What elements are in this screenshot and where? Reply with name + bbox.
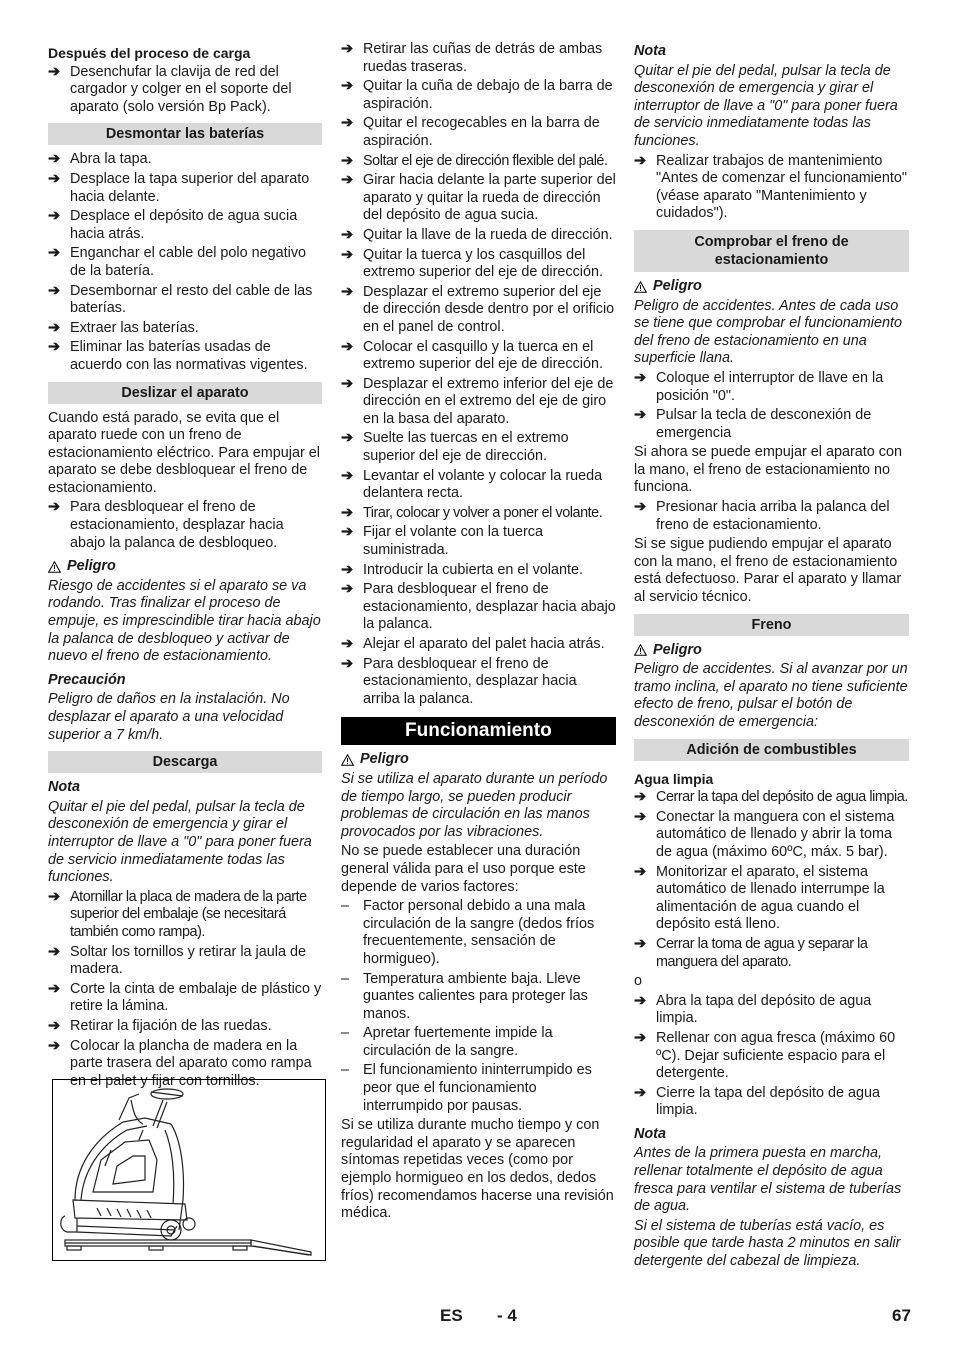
step-item: ➔ Retirar la fijación de las ruedas. (48, 1017, 272, 1034)
step-item: ➔ Extraer las baterías. (48, 319, 199, 336)
paragraph: Si ahora se puede empujar el aparato con la mano, el freno de estacionamiento no funciona. (634, 444, 903, 496)
step-item: ➔ Presionar hacia arriba la palanca del freno de estacionamiento. (634, 499, 890, 533)
danger-label: Peligro (634, 642, 909, 660)
danger-label: Peligro (48, 558, 322, 576)
after-charge-title: Después del proceso de carga (48, 45, 251, 61)
step-item: ➔ Girar hacia delante la parte superior del aparato y quitar la rueda de dirección del depósito de agua sucia. (341, 172, 616, 224)
note-text: Quitar el pie del pedal, pulsar la tecla de desconexión de emergencia y girar el interruptor de llave a "0" para poner fuera de servicio inmediatamente todas las funciones. (48, 798, 312, 886)
paragraph: Cuando está parado, se evita que el aparato ruede con un freno de estacionamiento eléctrico. Para empujar el aparato se debe desbloquear el freno de estacionamiento. (48, 409, 320, 496)
arrow-right-icon: ➔ (634, 992, 647, 1009)
warning-triangle-icon (341, 754, 354, 766)
column-1 (48, 41, 322, 1092)
step-item: ➔ Quitar la cuña de debajo de la barra de aspiración. (341, 78, 613, 112)
step-item: ➔ Desplace la tapa superior del aparato hacia delante. (48, 170, 310, 205)
arrow-right-icon: ➔ (48, 282, 61, 299)
arrow-right-icon: ➔ (634, 863, 647, 880)
arrow-right-icon: ➔ (48, 980, 61, 997)
section-unload: Descarga (48, 751, 322, 773)
factor-item: – Temperatura ambiente baja. Lleve guantes calientes para proteger las manos. (341, 970, 588, 1022)
paragraph: No se puede establecer una duración general válida para el uso porque este depende de varios factores: (341, 843, 586, 895)
step-item: ➔ Cerrar la tapa del depósito de agua limpia. (634, 789, 908, 806)
section-brake: Freno (634, 614, 909, 636)
danger-text: Riesgo de accidentes si el aparato se va rodando. Tras finalizar el proceso de empuje, es imprescindible tirar hacia abajo la palanca de desbloqueo y activar de nuevo el freno de estacionamiento. (48, 577, 321, 665)
arrow-right-icon: ➔ (634, 407, 647, 424)
arrow-right-icon: ➔ (48, 499, 61, 516)
step-item: ➔ Para desbloquear el freno de estacionamiento, desplazar hacia abajo la palanca. (341, 581, 616, 633)
danger-label: Peligro (341, 751, 616, 769)
note-text: Antes de la primera puesta en marcha, rellenar totalmente el depósito de agua fresca para ventilar el sistema de tuberías de agua. (634, 1145, 902, 1215)
step-item: ➔ Realizar trabajos de mantenimiento "Antes de comenzar el funcionamiento" (véase aparato "Mantenimiento y cuidados"). (634, 152, 907, 222)
arrow-right-icon: ➔ (634, 499, 647, 516)
note-label: Nota (634, 1125, 666, 1142)
column-2 (341, 41, 616, 1225)
arrow-right-icon: ➔ (341, 172, 354, 189)
footer-language: ES (440, 1306, 463, 1325)
arrow-right-icon: ➔ (341, 78, 354, 95)
step-item: ➔ Monitorizar el aparato, el sistema automático de llenado interrumpe la alimentación de agua cuando el depósito está lleno. (634, 863, 885, 933)
dash-bullet: – (341, 1062, 350, 1079)
arrow-right-icon: ➔ (634, 789, 646, 806)
note-text: Si el sistema de tuberías está vacío, es posible que tarde hasta 2 minutos en salir detergente del cabezal de limpieza. (634, 1217, 901, 1270)
step-item: ➔ Desplazar el extremo superior del eje de dirección desde dentro por el orificio en el panel de control. (341, 283, 615, 335)
arrow-right-icon: ➔ (634, 808, 647, 825)
arrow-right-icon: ➔ (634, 369, 647, 386)
note-text: Quitar el pie del pedal, pulsar la tecla de desconexión de emergencia y girar el interruptor de llave a "0" para poner fuera de servicio inmediatamente todas las funciones. (634, 62, 898, 149)
danger-text: Si se utiliza el aparato durante un período de tiempo largo, se pueden producir problemas de circulación en las manos provocados por las vibraciones. (341, 770, 608, 840)
arrow-right-icon: ➔ (48, 63, 61, 80)
arrow-right-icon: ➔ (341, 504, 353, 521)
step-item: ➔ Rellenar con agua fresca (máximo 60 ºC). Dejar suficiente espacio para el detergente. (634, 1029, 896, 1082)
step-item: ➔ Suelte las tuercas en el extremo superior del eje de dirección. (341, 430, 569, 465)
arrow-right-icon: ➔ (341, 467, 354, 484)
arrow-right-icon: ➔ (48, 888, 60, 905)
step-item: ➔ Enganchar el cable del polo negativo de la batería. (48, 245, 307, 279)
arrow-right-icon: ➔ (341, 338, 354, 355)
arrow-right-icon: ➔ (634, 152, 647, 169)
dash-bullet: – (341, 1025, 350, 1042)
step-item: ➔ Atornillar la placa de madera de la parte superior del embalaje (se necesitará también como rampa). (48, 888, 307, 940)
factor-item: – Apretar fuertemente impide la circulación de la sangre. (341, 1025, 553, 1059)
arrow-right-icon: ➔ (341, 430, 354, 447)
clean-water-title: Agua limpia (634, 770, 714, 787)
step-item: ➔ Pulsar la tecla de desconexión de emergencia (634, 407, 872, 441)
step-item: ➔ Desplace el depósito de agua sucia hacia atrás. (48, 208, 298, 242)
arrow-right-icon: ➔ (48, 943, 61, 960)
step-item: ➔ Desplazar el extremo inferior del eje de dirección en el extremo del eje de giro en la basa del aparato. (341, 375, 614, 427)
step-item: ➔ Introducir la cubierta en el volante. (341, 561, 583, 578)
caution-text: Peligro de daños en la instalación. No desplazar el aparato a una velocidad superior a 7 km/h. (48, 691, 290, 743)
arrow-right-icon: ➔ (341, 226, 354, 243)
step-item: ➔ Desembornar el resto del cable de las baterías. (48, 282, 313, 317)
arrow-right-icon: ➔ (341, 283, 354, 300)
arrow-right-icon: ➔ (341, 524, 354, 541)
step-item: ➔ Soltar los tornillos y retirar la jaula de madera. (48, 943, 306, 978)
danger-text: Peligro de accidentes. Si al avanzar por un tramo inclina, el aparato no tiene suficiente efecto de freno, pulsar el botón de desconexión de emergencia: (634, 661, 908, 730)
arrow-right-icon: ➔ (48, 170, 61, 187)
arrow-right-icon: ➔ (48, 319, 61, 336)
step-item: ➔ Fijar el volante con la tuerca suministrada. (341, 524, 543, 559)
arrow-right-icon: ➔ (48, 339, 61, 356)
factor-item: – Factor personal debido a una mala circulación de la sangre (dedos fríos frecuentemente, sensación de hormigueo). (341, 898, 595, 967)
arrow-right-icon: ➔ (634, 1029, 647, 1046)
step-item: ➔ Corte la cinta de embalaje de plástico y retire la lámina. (48, 980, 322, 1015)
dash-bullet: – (341, 970, 350, 987)
caution-label: Precaución (48, 671, 126, 688)
arrow-right-icon: ➔ (634, 1084, 647, 1101)
step-item: ➔ Retirar las cuñas de detrás de ambas ruedas traseras. (341, 41, 603, 75)
arrow-right-icon: ➔ (341, 115, 354, 132)
arrow-right-icon: ➔ (341, 561, 354, 578)
dash-bullet: – (341, 898, 350, 915)
danger-label: Peligro (634, 278, 909, 296)
step-item: ➔ Cerrar la toma de agua y separar la manguera del aparato. (634, 935, 868, 970)
step-item: ➔ Alejar el aparato del palet hacia atrás. (341, 636, 605, 652)
arrow-right-icon: ➔ (634, 935, 646, 952)
note-label: Nota (634, 43, 666, 59)
step-item: ➔ Para desbloquear el freno de estacionamiento, desplazar hacia arriba la palanca. (341, 655, 577, 707)
or-text: o (634, 973, 643, 990)
machine-drawing (53, 1080, 325, 1260)
step-item: ➔ Colocar la plancha de madera en la parte trasera del aparato como rampa en el palet y fijar con tornillos. (48, 1037, 312, 1089)
step-item: ➔ Para desbloquear el freno de estacionamiento, desplazar hacia abajo la palanca de desbloqueo. (48, 499, 284, 551)
arrow-right-icon: ➔ (341, 375, 354, 392)
step-item: ➔ Coloque el interruptor de llave en la posición "0". (634, 369, 884, 404)
step-item: ➔ Abra la tapa. (48, 151, 152, 168)
step-item: ➔ Desenchufar la clavija de red del cargador y colger en el soporte del aparato (solo versión Bp Pack). (48, 63, 292, 115)
step-item: ➔ Quitar la llave de la rueda de dirección. (341, 226, 613, 243)
warning-triangle-icon (634, 644, 647, 656)
arrow-right-icon: ➔ (48, 1037, 61, 1054)
step-item: ➔ Quitar la tuerca y los casquillos del extremo superior del eje de dirección. (341, 246, 603, 281)
step-item: ➔ Abra la tapa del depósito de agua limpia. (634, 992, 872, 1027)
arrow-right-icon: ➔ (341, 41, 354, 57)
paragraph: Si se sigue pudiendo empujar el aparato con la mano, el freno de estacionamiento está defectuoso. Parar el aparato y llamar al servicio técnico. (634, 536, 902, 606)
step-item: ➔ Tirar, colocar y volver a poner el volante. (341, 504, 603, 521)
step-item: ➔ Conectar la manguera con el sistema automático de llenado y abrir la toma de agua (máximo 60ºC, máx. 5 bar). (634, 808, 895, 860)
footer-page-number: 67 (892, 1306, 911, 1325)
step-item: ➔ Eliminar las baterías usadas de acuerdo con las normativas vigentes. (48, 339, 308, 373)
arrow-right-icon: ➔ (341, 152, 353, 169)
danger-text: Peligro de accidentes. Antes de cada uso se tiene que comprobar el funcionamiento del freno de estacionamiento en una superficie llana. (634, 297, 902, 367)
arrow-right-icon: ➔ (341, 636, 354, 652)
arrow-right-icon: ➔ (48, 1017, 61, 1034)
machine-on-pallet-illustration (52, 1079, 326, 1261)
column-3 (634, 41, 909, 1273)
step-item: ➔ Colocar el casquillo y la tuerca en el extremo superior del eje de dirección. (341, 338, 603, 373)
arrow-right-icon: ➔ (48, 151, 61, 168)
section-brake-check: Comprobar el freno de estacionamiento (634, 230, 909, 272)
arrow-right-icon: ➔ (341, 581, 354, 598)
factor-item: – El funcionamiento ininterrumpido es peor que el funcionamiento interrumpido por pausas. (341, 1062, 592, 1114)
arrow-right-icon: ➔ (341, 246, 354, 263)
arrow-right-icon: ➔ (48, 245, 61, 262)
chapter-title-operation: Funcionamiento (341, 717, 616, 745)
warning-triangle-icon (634, 281, 647, 293)
note-label: Nota (48, 779, 80, 796)
warning-triangle-icon (48, 561, 61, 573)
footer-section-number: - 4 (497, 1306, 517, 1325)
section-fuels: Adición de combustibles (634, 739, 909, 761)
step-item: ➔ Cierre la tapa del depósito de agua limpia. (634, 1084, 881, 1119)
arrow-right-icon: ➔ (48, 208, 61, 225)
section-slide: Deslizar el aparato (48, 382, 322, 404)
step-item: ➔ Soltar el eje de dirección flexible del palé. (341, 152, 608, 169)
section-remove-batteries: Desmontar las baterías (48, 123, 322, 145)
step-item: ➔ Quitar el recogecables en la barra de aspiración. (341, 115, 600, 149)
arrow-right-icon: ➔ (341, 655, 354, 672)
step-item: ➔ Levantar el volante y colocar la rueda delantera recta. (341, 467, 603, 502)
paragraph: Si se utiliza durante mucho tiempo y con regularidad el aparato y se aparecen síntomas repetidas veces (como por ejemplo hormigueo en los dedos, dedos fríos) recomendamos hacerse una revisión médica. (341, 1117, 614, 1222)
